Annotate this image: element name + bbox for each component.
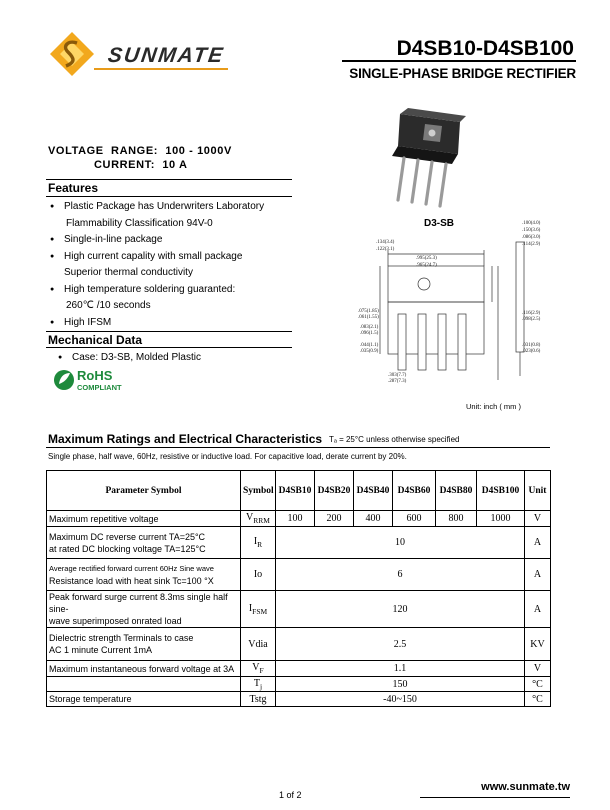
dim-label: .083(2.1)	[360, 325, 379, 330]
param-cell	[47, 527, 241, 559]
header-cell: D4SB80	[436, 471, 477, 511]
unit-cell: °C	[525, 692, 551, 707]
dim-label: .965(24.7)	[416, 263, 437, 268]
symbol-cell	[241, 591, 276, 628]
symbol-text: Io	[253, 569, 263, 580]
dim-label: .122(3.1)	[376, 247, 395, 252]
symbol-cell	[241, 527, 276, 559]
rohs-line1: RoHS	[77, 368, 113, 383]
current-label: CURRENT:	[94, 159, 156, 171]
value-cell: 6	[276, 559, 525, 591]
symbol-cell	[241, 692, 276, 707]
unit-cell: V	[525, 661, 551, 677]
param-line: Average rectified forward current 60Hz Sine wave	[49, 563, 214, 573]
rohs-line2: COMPLIANT	[77, 383, 122, 392]
dim-label: .035(0.9)	[360, 349, 379, 354]
dim-label: .116(2.9)	[522, 311, 541, 316]
page-number: 1 of 2	[279, 790, 302, 800]
symbol-cell	[241, 511, 276, 527]
dim-label: .061(1.55)	[358, 315, 379, 320]
header-cell: D4SB100	[477, 471, 525, 511]
title-divider	[342, 60, 576, 62]
param-line: Dielectric strength Terminals to case	[49, 633, 194, 643]
features-rule	[46, 196, 292, 197]
value-cell: 1.1	[276, 661, 525, 677]
dim-label: .114(2.9)	[522, 242, 541, 247]
voltage-value: 100 - 1000V	[165, 145, 232, 157]
value-cell: 200	[315, 511, 354, 527]
unit-cell: KV	[525, 628, 551, 661]
max-ratings-title: Maximum Ratings and Electrical Characteristics	[48, 432, 323, 446]
param-line: at rated DC blocking voltage TA=125°C	[49, 543, 206, 554]
footer-url[interactable]: www.sunmate.tw	[481, 781, 570, 793]
symbol-sub: j	[260, 681, 263, 691]
value-cell: 400	[354, 511, 393, 527]
param-cell: Maximum repetitive voltage	[47, 511, 241, 527]
header-cell: D4SB10	[276, 471, 315, 511]
header-cell: Unit	[525, 471, 551, 511]
dim-label: .287(7.3)	[388, 379, 407, 384]
dim-label: .150(3.6)	[522, 228, 541, 233]
features-list	[48, 199, 308, 331]
unit-note: Unit: inch ( mm )	[466, 402, 522, 411]
param-line: Maximum DC reverse current TA=25°C	[49, 531, 206, 542]
feature-item: ● Plastic Package has Underwriters Laboratory	[48, 199, 308, 216]
header-cell: D4SB20	[315, 471, 354, 511]
param-cell	[47, 559, 241, 591]
value-cell: 100	[276, 511, 315, 527]
header-cell: D4SB40	[354, 471, 393, 511]
page-subtitle: SINGLE-PHASE BRIDGE RECTIFIER	[349, 66, 576, 81]
param-cell: Storage temperature	[47, 692, 241, 707]
table-row	[47, 692, 551, 707]
param-cell	[47, 628, 241, 661]
unit-cell: V	[525, 511, 551, 527]
value-cell: 800	[436, 511, 477, 527]
features-title: Features	[48, 181, 99, 195]
value-cell: -40~150	[276, 692, 525, 707]
table-row	[47, 661, 551, 677]
dim-label: .031(0.8)	[522, 343, 541, 348]
table-row	[47, 628, 551, 661]
footer-rule	[420, 797, 570, 798]
param-line: Resistance load with heat sink Tc=100 °X	[49, 575, 214, 586]
symbol-sub: F	[259, 666, 264, 675]
dim-label: .096(1.5)	[360, 331, 379, 336]
features-top-rule	[46, 179, 292, 180]
header-cell: Parameter Symbol	[47, 471, 241, 511]
current-value: 10 A	[162, 159, 188, 171]
param-line: wave superimposed onrated load	[49, 616, 182, 626]
symbol-text: T	[253, 677, 260, 689]
symbol-cell	[241, 559, 276, 591]
feature-item: ● High current capality with small package	[48, 249, 308, 266]
ratings-summary	[48, 144, 232, 172]
dim-label: .044(1.1)	[360, 343, 379, 348]
brand-name: SUNMATE	[106, 44, 226, 67]
symbol-cell	[241, 661, 276, 677]
max-ratings-rule	[46, 447, 550, 448]
table-header-row	[47, 471, 551, 511]
header-cell: D4SB60	[393, 471, 436, 511]
table-row	[47, 677, 551, 692]
dim-label: .098(2.5)	[522, 317, 541, 322]
mechanical-title: Mechanical Data	[48, 333, 143, 347]
header-cell: Symbol	[241, 471, 276, 511]
ratings-note: Single phase, half wave, 60Hz, resistive or inductive load. For capacitive load, derate current by 20%.	[48, 452, 407, 461]
package-label: D3-SB	[424, 218, 455, 229]
value-cell: 2.5	[276, 628, 525, 661]
ratings-table	[46, 470, 551, 707]
unit-cell: A	[525, 527, 551, 559]
symbol-text: I	[248, 602, 253, 614]
feature-item: ● High temperature soldering guaranted:	[48, 282, 308, 299]
param-line: Peak forward surge current 8.3ms single half sine-	[49, 592, 228, 614]
symbol-sub: R	[257, 540, 263, 549]
value-cell: 150	[276, 677, 525, 692]
dim-label: .023(0.6)	[522, 349, 541, 354]
symbol-cell	[241, 628, 276, 661]
symbol-cell	[241, 677, 276, 692]
dim-label: .086(3.0)	[522, 235, 541, 240]
dimension-labels	[358, 221, 541, 384]
symbol-text: V	[252, 662, 260, 673]
dim-label: .995(25.3)	[416, 256, 437, 261]
feature-item-cont: Superior thermal conductivity	[64, 267, 193, 278]
dim-label: .100(4.0)	[522, 221, 541, 226]
dim-label: .075(1.85)	[358, 309, 379, 314]
param-cell	[47, 591, 241, 628]
value-cell: 120	[276, 591, 525, 628]
rohs-badge	[54, 366, 134, 394]
symbol-text: Vdia	[248, 638, 268, 650]
symbol-sub: FSM	[252, 606, 268, 616]
feature-item: ● High IFSM	[48, 315, 308, 332]
table-row	[47, 511, 551, 527]
symbol-sub: RRM	[253, 516, 270, 525]
feature-item: ● Single-in-line package	[48, 232, 308, 249]
value-cell: 600	[393, 511, 436, 527]
feature-item-cont: Flammability Classification 94V-0	[66, 217, 213, 229]
value-cell: 1000	[477, 511, 525, 527]
param-cell	[47, 677, 241, 692]
symbol-text: I	[253, 536, 258, 547]
unit-cell: °C	[525, 677, 551, 692]
voltage-label: VOLTAGE RANGE:	[48, 145, 159, 157]
value-cell: 10	[276, 527, 525, 559]
table-row	[47, 591, 551, 628]
feature-item-cont: 260℃ /10 seconds	[66, 300, 151, 311]
mechanical-rule	[46, 347, 292, 348]
table-row	[47, 527, 551, 559]
unit-cell: A	[525, 559, 551, 591]
mechanical-list	[56, 350, 316, 367]
mechanical-case: ● Case: D3-SB, Molded Plastic	[56, 350, 316, 367]
max-ratings-condition: Tₐ = 25°C unless otherwise specified	[329, 435, 460, 444]
unit-cell: A	[525, 591, 551, 628]
mechanical-top-rule	[46, 331, 292, 332]
page-title: D4SB10-D4SB100	[396, 37, 574, 60]
symbol-text: V	[246, 512, 254, 523]
symbol-text: Tstg	[249, 693, 267, 705]
dim-label: .303(7.7)	[388, 373, 407, 378]
dim-label: .134(3.4)	[376, 240, 395, 245]
table-row	[47, 559, 551, 591]
package-image	[370, 104, 480, 209]
param-cell: Maximum instantaneous forward voltage at 3A	[47, 661, 241, 677]
param-line: AC 1 minute Current 1mA	[49, 645, 153, 655]
